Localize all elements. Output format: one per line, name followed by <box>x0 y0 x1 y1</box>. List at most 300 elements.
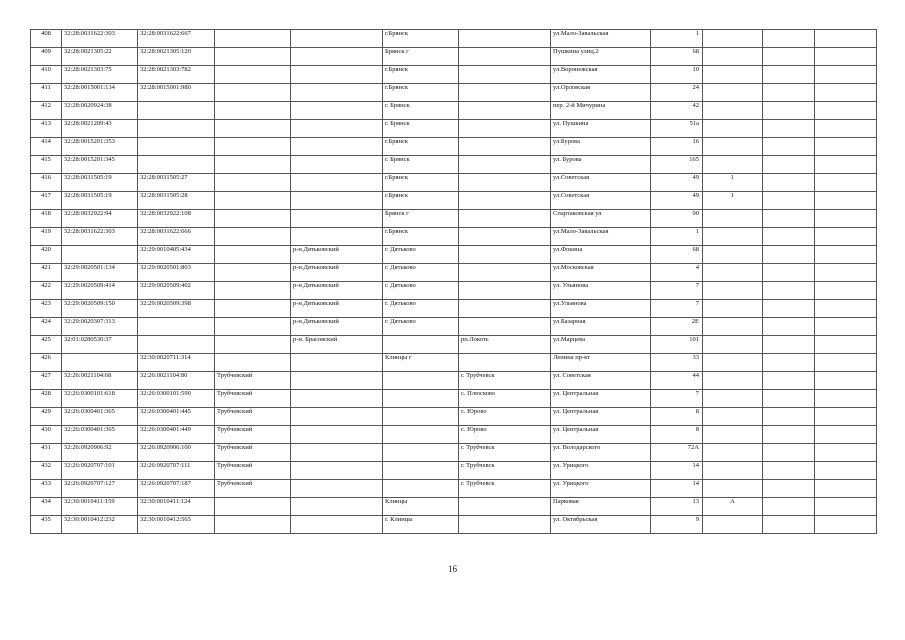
cell-building <box>703 354 763 372</box>
cell-settlement <box>459 498 551 516</box>
register-table-body <box>31 30 877 534</box>
cell-district <box>215 30 291 48</box>
page-number: 16 <box>448 564 457 574</box>
cell-street: ул. Центральная <box>551 390 651 408</box>
cell-row-number: 421 <box>31 264 62 282</box>
cell-letter <box>763 318 815 336</box>
cell-house-number: 14 <box>651 480 703 498</box>
cell-city: г.Брянск <box>383 30 459 48</box>
cell-house-number: 1 <box>651 228 703 246</box>
table-row <box>31 264 877 282</box>
cell-building <box>703 120 763 138</box>
cell-district-alt <box>291 480 383 498</box>
cell-row-number: 433 <box>31 480 62 498</box>
cell-district <box>215 336 291 354</box>
cell-object-number: 32:26:0920707:111 <box>138 462 215 480</box>
cell-letter <box>763 66 815 84</box>
cell-note <box>815 174 877 192</box>
cell-row-number: 413 <box>31 120 62 138</box>
register-table <box>30 29 877 534</box>
cell-district-alt <box>291 372 383 390</box>
cell-cadastral-number: 32:28:0032922:94 <box>62 210 138 228</box>
table-row <box>31 300 877 318</box>
cell-city: Клинцы г <box>383 354 459 372</box>
cell-street: ул. Володарского <box>551 444 651 462</box>
table-row <box>31 156 877 174</box>
cell-city <box>383 390 459 408</box>
cell-object-number <box>138 318 215 336</box>
cell-object-number: 32:29:0010405:434 <box>138 246 215 264</box>
cell-street: Спартаковская ул <box>551 210 651 228</box>
cell-house-number: 7 <box>651 300 703 318</box>
cell-note <box>815 228 877 246</box>
cell-object-number: 32:26:0920707:187 <box>138 480 215 498</box>
cell-street: ул.Бурова <box>551 138 651 156</box>
cell-cadastral-number: 32:28:0015201:353 <box>62 138 138 156</box>
cell-district-alt: р-н.Дятьковский <box>291 282 383 300</box>
cell-note <box>815 66 877 84</box>
cell-object-number: 32:26:0920906:100 <box>138 444 215 462</box>
cell-settlement: г. Трубчевск <box>459 444 551 462</box>
table-row <box>31 426 877 444</box>
cell-settlement <box>459 120 551 138</box>
cell-object-number: 32:26:0021104:80 <box>138 372 215 390</box>
cell-district: Трубчевский <box>215 462 291 480</box>
cell-building <box>703 480 763 498</box>
cell-cadastral-number: 32:30:0010412:232 <box>62 516 138 534</box>
cell-district-alt <box>291 156 383 174</box>
cell-object-number: 32:28:0015001:980 <box>138 84 215 102</box>
cell-house-number: 68 <box>651 246 703 264</box>
cell-district <box>215 282 291 300</box>
cell-district <box>215 120 291 138</box>
cell-cadastral-number: 32:28:0031505:19 <box>62 192 138 210</box>
cell-house-number: 2Е <box>651 318 703 336</box>
cell-object-number: 32:28:0031622:666 <box>138 228 215 246</box>
cell-letter <box>763 138 815 156</box>
table-row <box>31 138 877 156</box>
cell-cadastral-number: 32:26:0300401:365 <box>62 426 138 444</box>
cell-cadastral-number: 32:28:0015201:345 <box>62 156 138 174</box>
cell-house-number: 90 <box>651 210 703 228</box>
cell-object-number <box>138 156 215 174</box>
cell-building <box>703 102 763 120</box>
cell-building <box>703 84 763 102</box>
cell-city <box>383 336 459 354</box>
cell-object-number: 32:26:0300101:590 <box>138 390 215 408</box>
cell-building <box>703 228 763 246</box>
cell-settlement <box>459 30 551 48</box>
cell-house-number: 44 <box>651 372 703 390</box>
cell-house-number: 1 <box>651 30 703 48</box>
cell-letter <box>763 336 815 354</box>
cell-row-number: 423 <box>31 300 62 318</box>
cell-house-number: 7 <box>651 282 703 300</box>
cell-settlement: г. Трубчевск <box>459 372 551 390</box>
cell-row-number: 428 <box>31 390 62 408</box>
cell-building <box>703 444 763 462</box>
cell-row-number: 408 <box>31 30 62 48</box>
cell-street: ул.Московская <box>551 264 651 282</box>
cell-district <box>215 264 291 282</box>
cell-settlement <box>459 246 551 264</box>
table-row <box>31 444 877 462</box>
cell-object-number: 32:30:0020711:314 <box>138 354 215 372</box>
cell-district-alt <box>291 408 383 426</box>
cell-district <box>215 84 291 102</box>
cell-note <box>815 156 877 174</box>
cell-letter <box>763 264 815 282</box>
cell-letter <box>763 426 815 444</box>
cell-settlement <box>459 318 551 336</box>
cell-street: ул. Центральная <box>551 408 651 426</box>
cell-object-number: 32:29:0020509:402 <box>138 282 215 300</box>
cell-district: Трубчевский <box>215 390 291 408</box>
cell-letter <box>763 282 815 300</box>
cell-row-number: 425 <box>31 336 62 354</box>
cell-building: 1 <box>703 192 763 210</box>
cell-object-number: 32:28:0031505:28 <box>138 192 215 210</box>
cell-letter <box>763 498 815 516</box>
cell-settlement <box>459 138 551 156</box>
cell-note <box>815 318 877 336</box>
cell-object-number: 32:26:0300401:449 <box>138 426 215 444</box>
cell-district <box>215 246 291 264</box>
cell-cadastral-number: 32:28:0020924:38 <box>62 102 138 120</box>
cell-building <box>703 66 763 84</box>
cell-row-number: 410 <box>31 66 62 84</box>
table-row <box>31 102 877 120</box>
cell-object-number: 32:28:0031505:27 <box>138 174 215 192</box>
cell-cadastral-number: 32:29:0020501:134 <box>62 264 138 282</box>
cell-district-alt: р-н.Дятьковский <box>291 264 383 282</box>
cell-district <box>215 210 291 228</box>
cell-note <box>815 84 877 102</box>
cell-street: ул. Пушкина <box>551 120 651 138</box>
cell-district-alt <box>291 426 383 444</box>
cell-object-number <box>138 138 215 156</box>
cell-settlement <box>459 264 551 282</box>
cell-city <box>383 372 459 390</box>
cell-letter <box>763 462 815 480</box>
cell-city <box>383 462 459 480</box>
cell-building <box>703 300 763 318</box>
cell-city: г. Дятьково <box>383 282 459 300</box>
cell-city <box>383 426 459 444</box>
cell-settlement: с. Юрово <box>459 426 551 444</box>
cell-letter <box>763 390 815 408</box>
table-row <box>31 228 877 246</box>
cell-note <box>815 372 877 390</box>
cell-district-alt: р-н.Дятьковский <box>291 246 383 264</box>
cell-row-number: 417 <box>31 192 62 210</box>
cell-district <box>215 138 291 156</box>
cell-note <box>815 264 877 282</box>
cell-object-number: 32:30:0010412:565 <box>138 516 215 534</box>
cell-cadastral-number: 32:28:0021305:22 <box>62 48 138 66</box>
table-row <box>31 336 877 354</box>
cell-cadastral-number: 32:28:0021209:43 <box>62 120 138 138</box>
cell-city: г.Брянск <box>383 174 459 192</box>
table-row <box>31 84 877 102</box>
cell-building <box>703 516 763 534</box>
cell-note <box>815 210 877 228</box>
cell-district-alt <box>291 354 383 372</box>
cell-street: ул.Мало-Завальская <box>551 228 651 246</box>
cell-object-number <box>138 120 215 138</box>
cell-house-number: 165 <box>651 156 703 174</box>
cell-city: г. Брянск <box>383 120 459 138</box>
cell-row-number: 432 <box>31 462 62 480</box>
cell-note <box>815 30 877 48</box>
cell-building <box>703 48 763 66</box>
cell-district-alt: р-н.Дятьковский <box>291 300 383 318</box>
cell-district-alt <box>291 174 383 192</box>
cell-street: ул. Октябрьская <box>551 516 651 534</box>
cell-street: ул.Советская <box>551 192 651 210</box>
cell-house-number: 8 <box>651 426 703 444</box>
cell-city: г. Дятьково <box>383 300 459 318</box>
cell-settlement: с. Юрово <box>459 408 551 426</box>
cell-row-number: 431 <box>31 444 62 462</box>
cell-cadastral-number: 32:26:0920707:127 <box>62 480 138 498</box>
cell-city: г. Дятьково <box>383 318 459 336</box>
cell-street: ул. Урицкого <box>551 480 651 498</box>
cell-house-number: 16 <box>651 138 703 156</box>
cell-district-alt <box>291 66 383 84</box>
cell-house-number: 13 <box>651 498 703 516</box>
cell-district-alt <box>291 516 383 534</box>
cell-city <box>383 480 459 498</box>
cell-row-number: 429 <box>31 408 62 426</box>
cell-settlement <box>459 156 551 174</box>
cell-object-number: 32:29:0020501:803 <box>138 264 215 282</box>
cell-object-number: 32:28:0031622:667 <box>138 30 215 48</box>
cell-note <box>815 444 877 462</box>
cell-house-number: 49 <box>651 192 703 210</box>
cell-letter <box>763 174 815 192</box>
cell-district-alt <box>291 120 383 138</box>
cell-cadastral-number: 32:29:0020307:313 <box>62 318 138 336</box>
table-row <box>31 192 877 210</box>
cell-district <box>215 48 291 66</box>
cell-street: ул.Орловская <box>551 84 651 102</box>
cell-street: ул.Базарная <box>551 318 651 336</box>
cell-letter <box>763 192 815 210</box>
cell-row-number: 422 <box>31 282 62 300</box>
cell-street: ул. Ульянова <box>551 282 651 300</box>
cell-building <box>703 318 763 336</box>
cell-city: Клинцы <box>383 498 459 516</box>
cell-district-alt <box>291 390 383 408</box>
cell-building <box>703 372 763 390</box>
cell-street: ул.Мало-Завальская <box>551 30 651 48</box>
cell-object-number <box>138 102 215 120</box>
table-row <box>31 372 877 390</box>
cell-street: ул.Советская <box>551 174 651 192</box>
cell-building <box>703 462 763 480</box>
cell-letter <box>763 480 815 498</box>
cell-note <box>815 282 877 300</box>
table-row <box>31 30 877 48</box>
table-row <box>31 462 877 480</box>
cell-letter <box>763 102 815 120</box>
table-row <box>31 354 877 372</box>
cell-city: г. Брянск <box>383 156 459 174</box>
table-row <box>31 246 877 264</box>
cell-letter <box>763 48 815 66</box>
cell-settlement <box>459 516 551 534</box>
cell-settlement <box>459 354 551 372</box>
cell-house-number: 9 <box>651 516 703 534</box>
cell-row-number: 435 <box>31 516 62 534</box>
cell-settlement: г. Трубчевск <box>459 462 551 480</box>
cell-building <box>703 156 763 174</box>
cell-house-number: 10 <box>651 66 703 84</box>
cell-district-alt <box>291 138 383 156</box>
cell-note <box>815 336 877 354</box>
cell-cadastral-number: 32:28:0021303:75 <box>62 66 138 84</box>
cell-district-alt <box>291 30 383 48</box>
cell-district-alt <box>291 102 383 120</box>
cell-letter <box>763 444 815 462</box>
cell-street: ул.Воронежская <box>551 66 651 84</box>
cell-building: А <box>703 498 763 516</box>
cell-cadastral-number: 32:26:0920906:92 <box>62 444 138 462</box>
cell-cadastral-number: 32:26:0021104:68 <box>62 372 138 390</box>
cell-settlement <box>459 210 551 228</box>
cell-district <box>215 228 291 246</box>
cell-district-alt <box>291 48 383 66</box>
cell-building <box>703 390 763 408</box>
cell-letter <box>763 300 815 318</box>
table-row <box>31 120 877 138</box>
cell-row-number: 419 <box>31 228 62 246</box>
cell-settlement <box>459 282 551 300</box>
cell-house-number: 101 <box>651 336 703 354</box>
cell-cadastral-number: 32:28:0031505:19 <box>62 174 138 192</box>
cell-house-number: 33 <box>651 354 703 372</box>
cell-object-number: 32:29:0020509:398 <box>138 300 215 318</box>
cell-house-number: 14 <box>651 462 703 480</box>
table-row <box>31 408 877 426</box>
cell-letter <box>763 120 815 138</box>
cell-note <box>815 480 877 498</box>
cell-note <box>815 102 877 120</box>
cell-note <box>815 498 877 516</box>
cell-letter <box>763 408 815 426</box>
cell-building <box>703 336 763 354</box>
cell-note <box>815 300 877 318</box>
cell-row-number: 409 <box>31 48 62 66</box>
cell-object-number: 32:28:0021303:782 <box>138 66 215 84</box>
cell-note <box>815 426 877 444</box>
cell-district <box>215 156 291 174</box>
cell-note <box>815 462 877 480</box>
cell-house-number: 7 <box>651 390 703 408</box>
cell-letter <box>763 354 815 372</box>
cell-city: Брянск г <box>383 48 459 66</box>
cell-district <box>215 300 291 318</box>
cell-row-number: 427 <box>31 372 62 390</box>
cell-row-number: 414 <box>31 138 62 156</box>
cell-cadastral-number: 32:29:0020509:414 <box>62 282 138 300</box>
cell-settlement <box>459 300 551 318</box>
table-row <box>31 282 877 300</box>
cell-note <box>815 354 877 372</box>
cell-district-alt <box>291 84 383 102</box>
cell-row-number: 415 <box>31 156 62 174</box>
table-row <box>31 66 877 84</box>
cell-note <box>815 390 877 408</box>
cell-street: Пушкина улиц.2 <box>551 48 651 66</box>
table-row <box>31 174 877 192</box>
cell-letter <box>763 228 815 246</box>
cell-cadastral-number: 32:26:0920707:101 <box>62 462 138 480</box>
cell-letter <box>763 372 815 390</box>
cell-street: ул.Марцева <box>551 336 651 354</box>
cell-object-number: 32:30:0010411:124 <box>138 498 215 516</box>
cell-settlement <box>459 66 551 84</box>
cell-building <box>703 138 763 156</box>
cell-district-alt <box>291 462 383 480</box>
cell-settlement <box>459 48 551 66</box>
cell-house-number: 49 <box>651 174 703 192</box>
cell-city: г. Клинцы <box>383 516 459 534</box>
cell-city <box>383 444 459 462</box>
cell-row-number: 412 <box>31 102 62 120</box>
cell-row-number: 418 <box>31 210 62 228</box>
cell-settlement <box>459 174 551 192</box>
cell-settlement: рп.Локоть <box>459 336 551 354</box>
cell-building <box>703 282 763 300</box>
cell-settlement <box>459 228 551 246</box>
cell-street: ул. Центральная <box>551 426 651 444</box>
cell-city: г.Брянск <box>383 228 459 246</box>
cell-row-number: 434 <box>31 498 62 516</box>
cell-object-number: 32:26:0300401:445 <box>138 408 215 426</box>
cell-note <box>815 246 877 264</box>
cell-cadastral-number <box>62 354 138 372</box>
cell-district-alt <box>291 192 383 210</box>
cell-settlement <box>459 192 551 210</box>
cell-district-alt <box>291 228 383 246</box>
cell-house-number: 51а <box>651 120 703 138</box>
cell-district <box>215 498 291 516</box>
cell-street: ул. Советская <box>551 372 651 390</box>
cell-settlement: г. Трубчевск <box>459 480 551 498</box>
cell-row-number: 420 <box>31 246 62 264</box>
cell-letter <box>763 210 815 228</box>
cell-object-number: 32:28:0021305:120 <box>138 48 215 66</box>
cell-cadastral-number: 32:28:0031622:303 <box>62 228 138 246</box>
cell-note <box>815 408 877 426</box>
cell-city: г.Брянск <box>383 84 459 102</box>
cell-city: г. Дятьково <box>383 246 459 264</box>
cell-cadastral-number <box>62 246 138 264</box>
cell-street: ул. Урицкого <box>551 462 651 480</box>
cell-note <box>815 138 877 156</box>
cell-street: ул. Бурова <box>551 156 651 174</box>
cell-street: ул.Фокина <box>551 246 651 264</box>
cell-building <box>703 246 763 264</box>
cell-district-alt <box>291 444 383 462</box>
cell-street: ул.Ульянова <box>551 300 651 318</box>
cell-cadastral-number: 32:30:0010411:159 <box>62 498 138 516</box>
cell-house-number: 4 <box>651 264 703 282</box>
table-row <box>31 516 877 534</box>
cell-cadastral-number: 32:28:0015001:134 <box>62 84 138 102</box>
